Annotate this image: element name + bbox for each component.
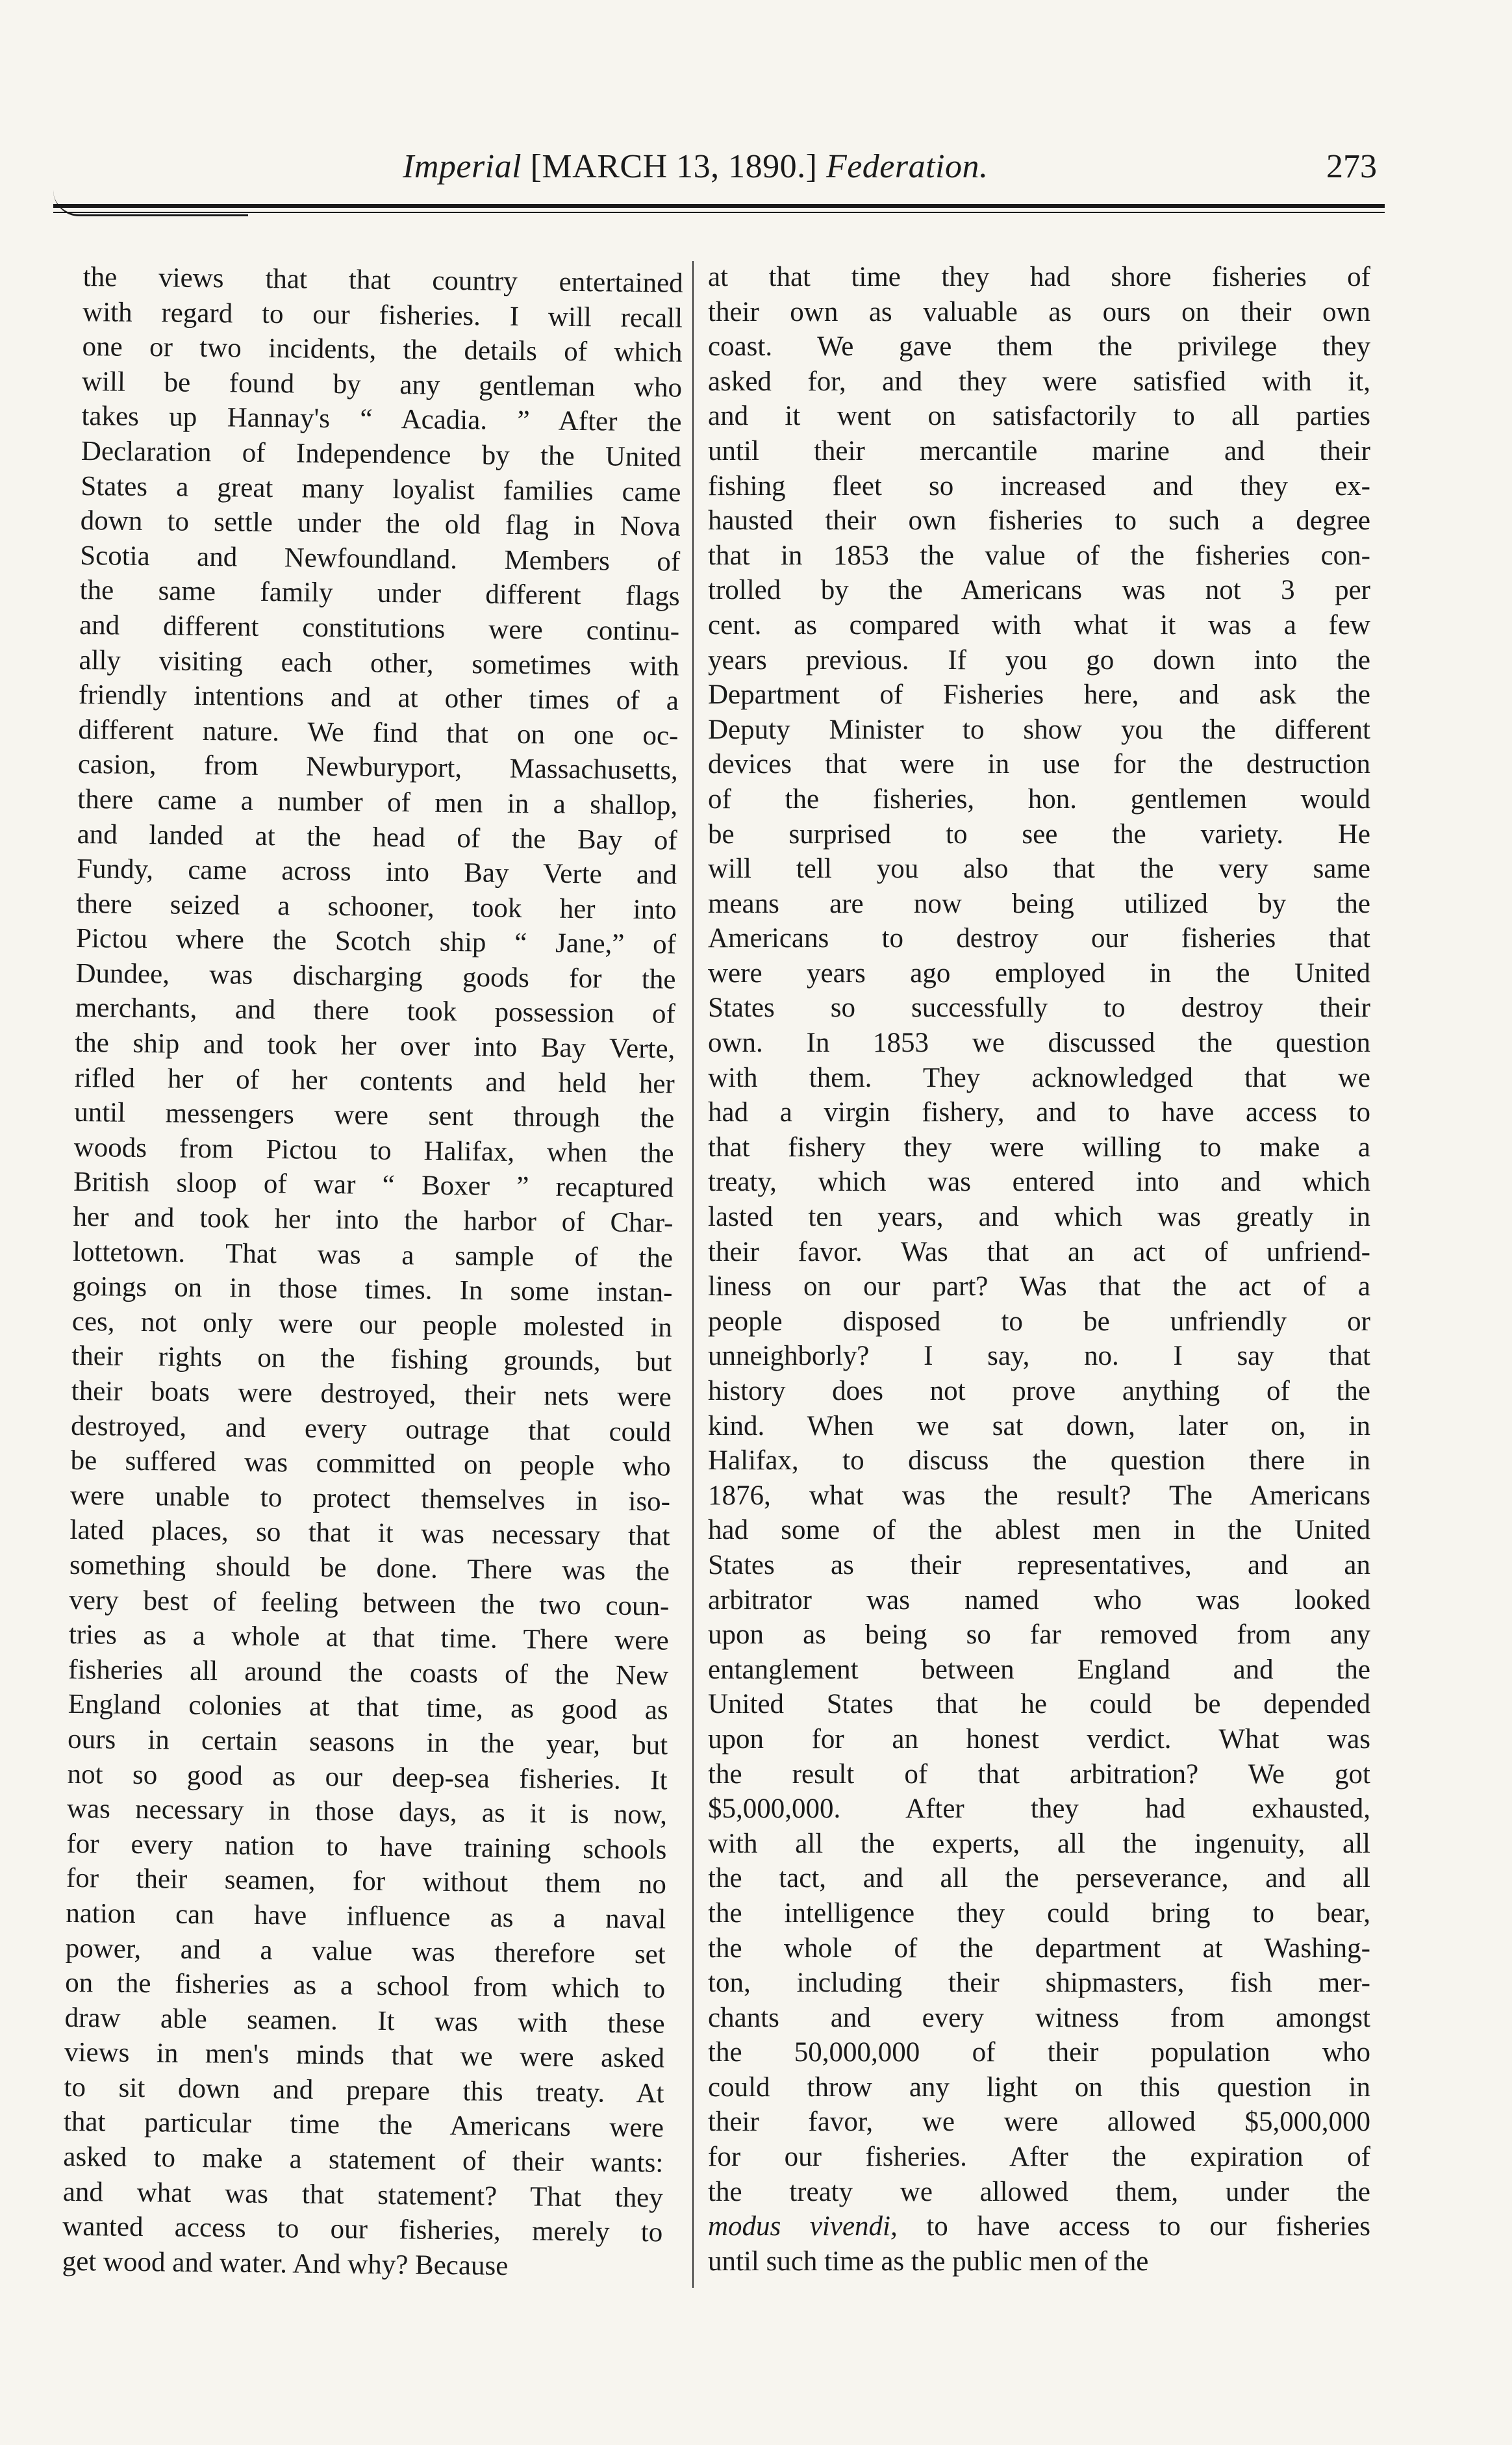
page-header xyxy=(338,144,1377,196)
left-column-line: wanted access to our fisheries, merely to xyxy=(62,2211,663,2248)
right-column-line: arbitrator was named who was looked xyxy=(708,1584,1370,1615)
left-column-line: her and took her into the harbor of Char- xyxy=(73,1201,674,1239)
left-column-line: fisheries all around the coasts of the New xyxy=(68,1654,669,1691)
header-rule-thin xyxy=(53,212,1385,213)
left-column-line: goings on in those times. In some instan- xyxy=(72,1271,673,1308)
left-column-line: get wood and water. And why? Because xyxy=(62,2246,509,2281)
left-column-line: their rights on the fishing grounds, but xyxy=(71,1341,672,1378)
line-text: to have access to our fisheries xyxy=(897,2211,1370,2242)
left-column-line: lottetown. That was a sample of the xyxy=(72,1236,674,1274)
left-column-line: ces, not only were our people molested in xyxy=(71,1306,673,1343)
right-column-line: cent. as compared with what it was a few xyxy=(708,609,1370,640)
right-column-line: that fishery they were willing to make a xyxy=(708,1132,1370,1163)
left-column-line: Pictou where the Scotch ship “ Jane,” of xyxy=(75,923,677,960)
italic-phrase: modus vivendi, xyxy=(708,2211,898,2242)
right-column-line: liness on our part? Was that the act of a xyxy=(708,1271,1370,1302)
left-column-line: on the fisheries as a school from which to xyxy=(64,1967,666,2005)
left-column-line: be suffered was committed on people who xyxy=(70,1445,671,1482)
right-column-line: their favor, we were allowed $5,000,000 xyxy=(708,2107,1370,2138)
right-column-line: at that time they had shore fisheries of xyxy=(708,262,1370,292)
right-column-line: own. In 1853 we discussed the question xyxy=(708,1028,1370,1059)
left-column-line: there seized a schooner, took her into xyxy=(76,888,677,926)
left-column-line: will be found by any gentleman who xyxy=(81,366,683,403)
left-column-line: for their seamen, for without them no xyxy=(66,1863,667,1900)
left-column-line: the ship and took her over into Bay Verte, xyxy=(75,1027,675,1065)
right-column-line: Deputy Minister to show you the different xyxy=(708,714,1370,745)
right-column-line: be surprised to see the variety. He xyxy=(708,818,1370,850)
left-column-line: and what was that statement? That they xyxy=(62,2176,664,2214)
left-column-line: Dundee, was discharging goods for the xyxy=(75,957,676,995)
right-column-line: the tact, and all the perseverance, and all xyxy=(708,1863,1370,1894)
left-column-line: with regard to our fisheries. I will recall xyxy=(82,296,683,334)
right-column-line: people disposed to be unfriendly or xyxy=(708,1306,1370,1337)
left-column-line: takes up Hannay's “ Acadia. ” After the xyxy=(81,401,682,438)
left-column-line: ally visiting each other, sometimes with xyxy=(79,644,679,682)
right-column-line xyxy=(708,2209,1370,2244)
left-column-line: ours in certain seasons in the year, but xyxy=(67,1723,668,1761)
right-column-line: years previous. If you go down into the xyxy=(708,644,1370,676)
right-column-line: Department of Fisheries here, and ask the xyxy=(708,679,1370,711)
left-column-line: draw able seamen. It was with these xyxy=(64,2002,665,2040)
page-number: 273 xyxy=(1326,148,1377,185)
left-column-line: rifled her of her contents and held her xyxy=(74,1062,675,1100)
left-column-line: was necessary in those days, as it is now, xyxy=(66,1793,668,1831)
left-column-line: nation can have influence as a naval xyxy=(66,1897,666,1935)
right-column-line: United States that he could be depended xyxy=(708,1689,1370,1720)
left-column-line: friendly intentions and at other times of a xyxy=(78,679,679,716)
left-column-line: not so good as our deep-sea fisheries. It xyxy=(67,1758,668,1796)
left-column-line: there came a number of men in a shallop, xyxy=(77,783,678,821)
issue-date: [MARCH 13, 1890.] xyxy=(530,148,818,185)
left-column-line: asked to make a statement of their wants: xyxy=(63,2141,664,2179)
right-column-line: means are now being utilized by the xyxy=(708,888,1370,919)
right-column-line: Halifax, to discuss the question there in xyxy=(708,1445,1370,1476)
left-column-line: different nature. We find that on one oc- xyxy=(78,714,679,752)
left-column xyxy=(62,260,683,2285)
right-column-line: ton, including their shipmasters, fish mer- xyxy=(708,1968,1370,1999)
left-column-line: one or two incidents, the details of which xyxy=(82,331,683,368)
right-column-line: asked for, and they were satisfied with it, xyxy=(708,366,1370,397)
right-column-line: lasted ten years, and which was greatly in xyxy=(708,1202,1370,1233)
right-column-line: hausted their own fisheries to such a degree xyxy=(708,505,1370,537)
left-column-line: British sloop of war “ Boxer ” recaptured xyxy=(73,1167,674,1204)
right-column-line: upon for an honest verdict. What was xyxy=(708,1723,1370,1755)
left-column-line: something should be done. There was the xyxy=(69,1549,670,1587)
left-column-line: that particular time the Americans were xyxy=(63,2107,664,2144)
left-column-line: until messengers were sent through the xyxy=(74,1097,675,1134)
left-column-line: and different constitutions were continu- xyxy=(79,609,680,647)
left-column-line: the same family under different flags xyxy=(79,575,680,612)
right-column-line: the whole of the department at Washing- xyxy=(708,1932,1370,1964)
right-column-line: the treaty we allowed them, under the xyxy=(708,2176,1370,2207)
right-column-line: upon as being so far removed from any xyxy=(708,1619,1370,1651)
left-column-line: were unable to protect themselves in iso- xyxy=(69,1480,671,1517)
left-column-line: casion, from Newburyport, Massachusetts, xyxy=(77,749,679,786)
right-column-line: until their mercantile marine and their xyxy=(708,435,1370,466)
right-column-line: had a virgin fishery, and to have access to xyxy=(708,1097,1370,1128)
left-column-line: States a great many loyalist families came xyxy=(81,470,681,508)
right-column-line: States so successfully to destroy their xyxy=(708,993,1370,1024)
right-column-line: for our fisheries. After the expiration of xyxy=(708,2142,1370,2173)
right-column-line: $5,000,000. After they had exhausted, xyxy=(708,1793,1370,1825)
right-column-line: fishing fleet so increased and they ex- xyxy=(708,470,1370,501)
left-column-line: to sit down and prepare this treaty. At xyxy=(64,2071,664,2109)
left-column-line: England colonies at that time, as good as xyxy=(68,1689,668,1726)
right-column-line: history does not prove anything of the xyxy=(708,1376,1370,1406)
left-column-line: their boats were destroyed, their nets were xyxy=(71,1375,672,1413)
left-column-line: tries as a whole at that time. There were xyxy=(68,1619,670,1656)
right-column-line: trolled by the Americans was not 3 per xyxy=(708,575,1370,606)
left-column-line: destroyed, and every outrage that could xyxy=(70,1410,672,1448)
right-column-line: the intelligence they could bring to bear, xyxy=(708,1897,1370,1929)
right-column-line: of the fisheries, hon. gentlemen would xyxy=(708,783,1370,815)
column-divider xyxy=(692,261,694,2288)
right-column-line: kind. When we sat down, later on, in xyxy=(708,1410,1370,1441)
left-column-line: and landed at the head of the Bay of xyxy=(77,818,677,856)
left-column-line: for every nation to have training schools xyxy=(66,1828,667,1866)
right-column-line: will tell you also that the very same xyxy=(708,854,1370,885)
right-column-line: the result of that arbitration? We got xyxy=(708,1758,1370,1790)
header-rule-thick xyxy=(53,204,1385,208)
right-column-line: were years ago employed in the United xyxy=(708,957,1370,989)
right-column-line: unneighborly? I say, no. I say that xyxy=(708,1341,1370,1372)
right-column-line: States as their representatives, and an xyxy=(708,1549,1370,1580)
right-column-line: with all the experts, all the ingenuity, all xyxy=(708,1828,1370,1859)
right-column-line: chants and every witness from amongst xyxy=(708,2002,1370,2033)
right-column-line: their own as valuable as ours on their own xyxy=(708,296,1370,327)
left-column-line: Scotia and Newfoundland. Members of xyxy=(79,540,681,577)
right-column-line: that in 1853 the value of the fisheries con- xyxy=(708,540,1370,571)
left-column-line: views in men's minds that we were asked xyxy=(64,2037,665,2074)
running-title-right: Federation. xyxy=(825,148,989,185)
left-column-line: lated places, so that it was necessary that xyxy=(69,1515,670,1552)
left-column-line: very best of feeling between the two coun- xyxy=(69,1584,670,1622)
right-column-line: until such time as the public men of the xyxy=(708,2246,1149,2277)
right-column-line: with them. They acknowledged that we xyxy=(708,1062,1370,1093)
right-column xyxy=(708,260,1370,2279)
left-column-line: the views that that country entertained xyxy=(82,261,683,299)
left-column-line: Fundy, came across into Bay Verte and xyxy=(76,854,677,891)
running-title xyxy=(403,144,989,190)
left-column-line: woods from Pictou to Halifax, when the xyxy=(73,1132,674,1169)
right-column-line: and it went on satisfactorily to all parties xyxy=(708,401,1370,432)
right-column-line: their favor. Was that an act of unfriend- xyxy=(708,1236,1370,1267)
right-column-line: devices that were in use for the destruction xyxy=(708,749,1370,780)
right-column-line: could throw any light on this question in xyxy=(708,2071,1370,2103)
right-column-line: treaty, which was entered into and which xyxy=(708,1167,1370,1198)
right-column-line: Americans to destroy our fisheries that xyxy=(708,923,1370,954)
left-column-line: down to settle under the old flag in Nova xyxy=(80,505,681,542)
left-column-line: Declaration of Independence by the United xyxy=(81,435,682,473)
right-column-line: had some of the ablest men in the United xyxy=(708,1515,1370,1546)
right-column-line: entanglement between England and the xyxy=(708,1654,1370,1685)
left-column-line: power, and a value was therefore set xyxy=(65,1932,666,1970)
left-column-line: merchants, and there took possession of xyxy=(75,993,676,1030)
right-column-line: 1876, what was the result? The Americans xyxy=(708,1480,1370,1511)
running-title-left: Imperial xyxy=(403,148,522,185)
right-column-line: coast. We gave them the privilege they xyxy=(708,331,1370,362)
right-column-line: the 50,000,000 of their population who xyxy=(708,2037,1370,2068)
